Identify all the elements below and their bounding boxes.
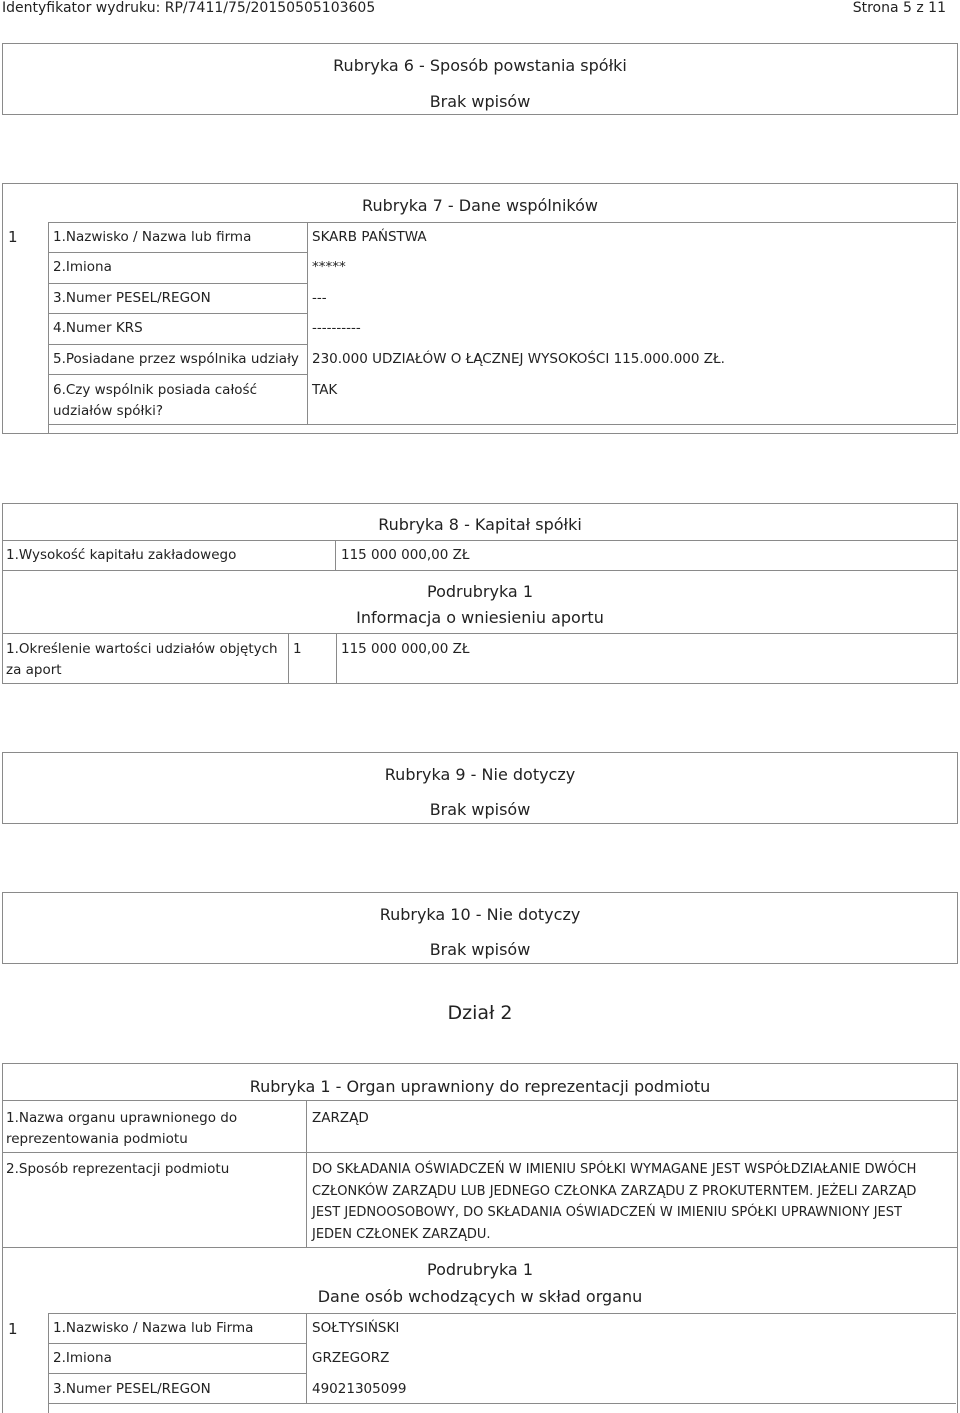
rule (48, 1313, 956, 1314)
aport-divider (336, 633, 337, 684)
wspolnik-nazwisko-value: SKARB PAŃSTWA (312, 229, 427, 245)
rule (2, 1152, 958, 1153)
wspolnik-imiona-label: 2.Imiona (53, 259, 112, 275)
rubryka-7-bottom-rule (48, 424, 956, 425)
aport-divider (288, 633, 289, 684)
wspolnik-calosc-label: 6.Czy wspólnik posiada całość udziałów spółki? (53, 382, 258, 419)
dzial-2-title: Dział 2 (447, 1002, 513, 1024)
osoba-pesel-label: 3.Numer PESEL/REGON (53, 1381, 211, 1397)
organ-value: ZARZĄD (312, 1110, 369, 1126)
podrubryka-osoby-title: Podrubryka 1 (427, 1260, 533, 1279)
wspolnik-pesel-value: --- (312, 290, 327, 306)
rubryka-6-title: Rubryka 6 - Sposób powstania spółki (333, 56, 627, 75)
aport-index: 1 (293, 641, 302, 657)
osoba-imiona-label: 2.Imiona (53, 1350, 112, 1366)
wspolnik-index: 1 (8, 228, 18, 246)
osoba-pesel-value: 49021305099 (312, 1381, 407, 1397)
row-rule (48, 344, 307, 345)
rule (2, 1100, 958, 1101)
rubryka-10-empty: Brak wpisów (429, 940, 531, 959)
rule (2, 1247, 958, 1248)
row-rule (48, 313, 307, 314)
row-rule (48, 283, 307, 284)
aport-label: 1.Określenie wartości udziałów objętych za aport (6, 641, 278, 678)
row-rule (48, 252, 307, 253)
person-index: 1 (8, 1320, 18, 1338)
wspolnik-imiona-value: ***** (312, 259, 346, 275)
rubryka-7-col-divider (307, 222, 308, 424)
rubryka-9-empty: Brak wpisów (429, 800, 531, 819)
print-identifier: Identyfikator wydruku: RP/7411/75/20150505103605 (2, 0, 376, 16)
organ-label: 1.Nazwa organu uprawnionego do reprezentowania podmiotu (6, 1110, 238, 1147)
podrubryka-aport-subtitle: Informacja o wniesieniu aportu (356, 608, 604, 627)
rubryka-7-top-rule (48, 222, 956, 223)
row-rule (48, 374, 307, 375)
rubryka-7-title: Rubryka 7 - Dane wspólników (362, 196, 598, 215)
sposob-label: 2.Sposób reprezentacji podmiotu (6, 1161, 230, 1177)
rubryka-9-title: Rubryka 9 - Nie dotyczy (384, 765, 576, 784)
kapital-divider (335, 540, 336, 570)
rubryka-7-index-divider (48, 222, 49, 434)
wspolnik-udzialy-value: 230.000 UDZIAŁÓW O ŁĄCZNEJ WYSOKOŚCI 115.000.000 ZŁ. (312, 351, 725, 367)
row-rule (48, 1343, 306, 1344)
wspolnik-calosc-value: TAK (312, 382, 338, 398)
wspolnik-krs-value: ---------- (312, 320, 361, 336)
dzial-2-rubryka-1-title: Rubryka 1 - Organ uprawniony do reprezentacji podmiotu (249, 1077, 711, 1096)
osoba-imiona-value: GRZEGORZ (312, 1350, 390, 1366)
rubryka-6-empty: Brak wpisów (429, 92, 531, 111)
rubryka-8-rule (2, 570, 958, 571)
rubryka-8-title: Rubryka 8 - Kapitał spółki (378, 515, 582, 534)
wspolnik-pesel-label: 3.Numer PESEL/REGON (53, 290, 211, 306)
rubryka-8-rule (2, 633, 958, 634)
rubryka-10-title: Rubryka 10 - Nie dotyczy (379, 905, 581, 924)
wspolnik-udzialy-label: 5.Posiadane przez wspólnika udziały (53, 351, 299, 367)
page-number: Strona 5 z 11 (852, 0, 946, 16)
col-divider (306, 1313, 307, 1403)
wspolnik-krs-label: 4.Numer KRS (53, 320, 143, 336)
sposob-value: DO SKŁADANIA OŚWIADCZEŃ W IMIENIU SPÓŁKI WYMAGANE JEST WSPÓŁDZIAŁANIE DWÓCH CZŁONKÓW ZARZĄDU LUB JEDNEGO CZŁONKA ZARZĄDU Z PROKUTERNTEM. JEŻELI ZARZĄD JEST JEDNOOSOBOWY, DO SKŁADANIA OŚWIADCZEŃ W IMIENIU SPÓŁKI UPRAWNIONY JEST JEDEN CZŁONEK ZARZĄDU. (312, 1162, 917, 1243)
row-rule (48, 1373, 306, 1374)
rubryka-8-rule (2, 540, 958, 541)
podrubryka-aport-title: Podrubryka 1 (427, 582, 533, 601)
kapital-value: 115 000 000,00 ZŁ (341, 547, 470, 563)
wspolnik-nazwisko-label: 1.Nazwisko / Nazwa lub firma (53, 229, 252, 245)
osoba-nazwisko-label: 1.Nazwisko / Nazwa lub Firma (53, 1320, 254, 1336)
person-index-divider (48, 1313, 49, 1413)
kapital-label: 1.Wysokość kapitału zakładowego (6, 547, 237, 563)
aport-value: 115 000 000,00 ZŁ (341, 641, 470, 657)
rule (48, 1403, 956, 1404)
col-divider (306, 1100, 307, 1247)
osoba-nazwisko-value: SOŁTYSIŃSKI (312, 1320, 400, 1336)
podrubryka-osoby-subtitle: Dane osób wchodzących w skład organu (317, 1287, 643, 1306)
